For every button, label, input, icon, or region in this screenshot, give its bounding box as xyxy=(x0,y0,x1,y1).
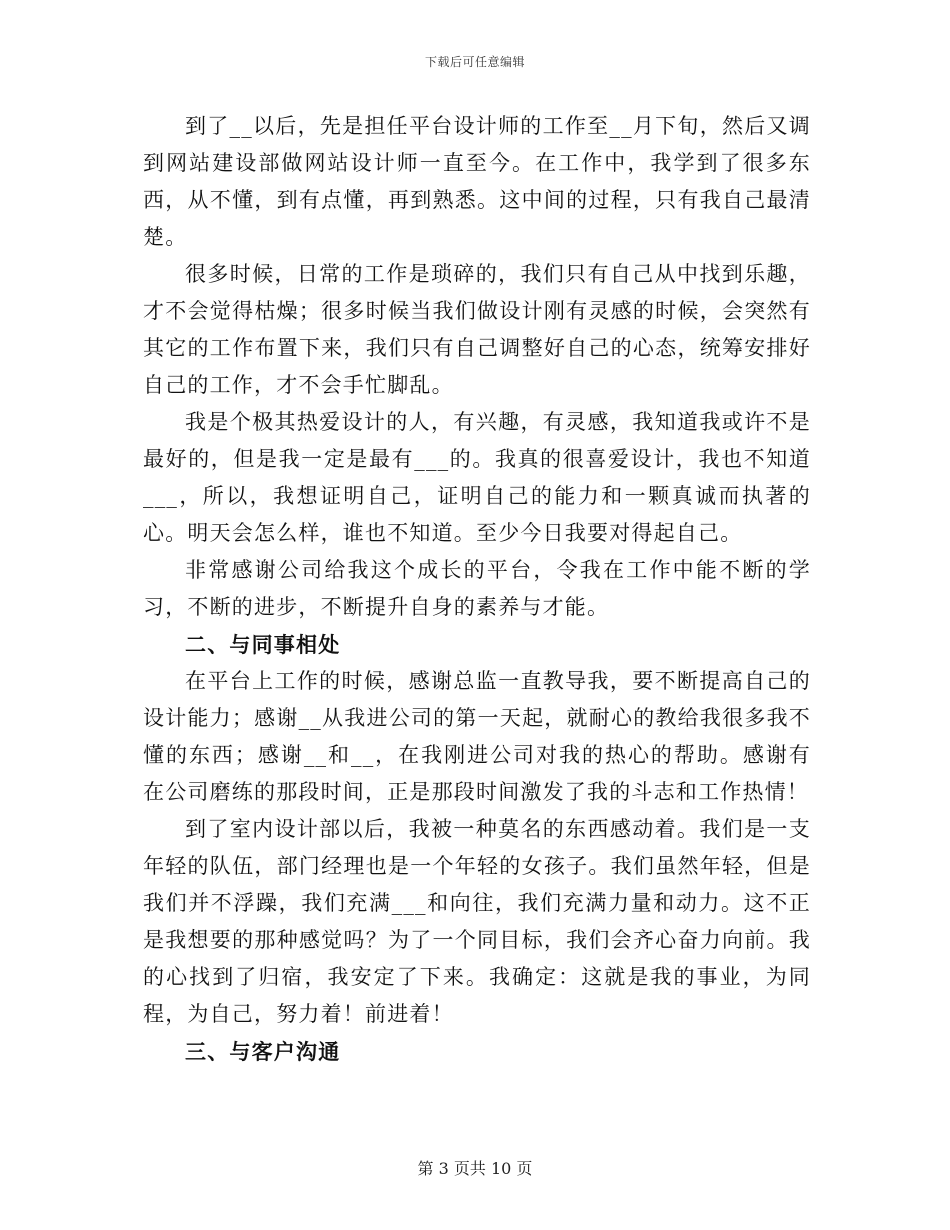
page-number-footer: 第 3 页共 10 页 xyxy=(417,1159,533,1178)
page-header-note: 下载后可任意编辑 xyxy=(424,55,525,69)
section-heading-clients: 三、与客户沟通 xyxy=(185,1039,341,1064)
paragraph-gratitude: 非常感谢公司给我这个成长的平台，令我在工作中能不断的学习，不断的进步，不断提升自身的素养与才能。 xyxy=(143,558,811,619)
paragraph-daily-work: 很多时候，日常的工作是琐碎的，我们只有自己从中找到乐趣，才不会觉得枯燥；很多时候当我们做设计刚有灵感的时候，会突然有其它的工作布置下来，我们只有自己调整好自己的心态，统筹安排好自己的工作，才不会手忙脚乱。 xyxy=(143,262,811,397)
paragraph-work-experience: 到了__以后，先是担任平台设计师的工作至__月下旬，然后又调到网站建设部做网站设计师一直至今。在工作中，我学到了很多东西，从不懂，到有点懂，再到熟悉。这中间的过程，只有我自己最清楚。 xyxy=(143,114,811,249)
paragraph-passion-for-design: 我是个极其热爱设计的人，有兴趣，有灵感，我知道我或许不是最好的，但是我一定是最有___的。我真的很喜爱设计，我也不知道___，所以，我想证明自己，证明自己的能力和一颗真诚而执著的心。明天会怎么样，谁也不知道。至少今日我要对得起自己。 xyxy=(143,410,811,545)
paragraph-interior-design-team: 到了室内设计部以后，我被一种莫名的东西感动着。我们是一支年轻的队伍，部门经理也是一个年轻的女孩子。我们虽然年轻，但是我们并不浮躁，我们充满___和向往，我们充满力量和动力。这不正是我想要的那种感觉吗？为了一个同目标，我们会齐心奋力向前。我的心找到了归宿，我安定了下来。我确定：这就是我的事业，为同程，为自己，努力着！前进着！ xyxy=(143,817,811,1026)
document-body xyxy=(143,108,811,1070)
paragraph-thanks-colleagues: 在平台上工作的时候，感谢总监一直教导我，要不断提高自己的设计能力；感谢__从我进公司的第一天起，就耐心的教给我很多我不懂的东西；感谢__和__，在我刚进公司对我的热心的帮助。感谢有在公司磨练的那段时间，正是那段时间激发了我的斗志和工作热情！ xyxy=(143,669,811,804)
section-heading-colleagues: 二、与同事相处 xyxy=(185,632,341,657)
